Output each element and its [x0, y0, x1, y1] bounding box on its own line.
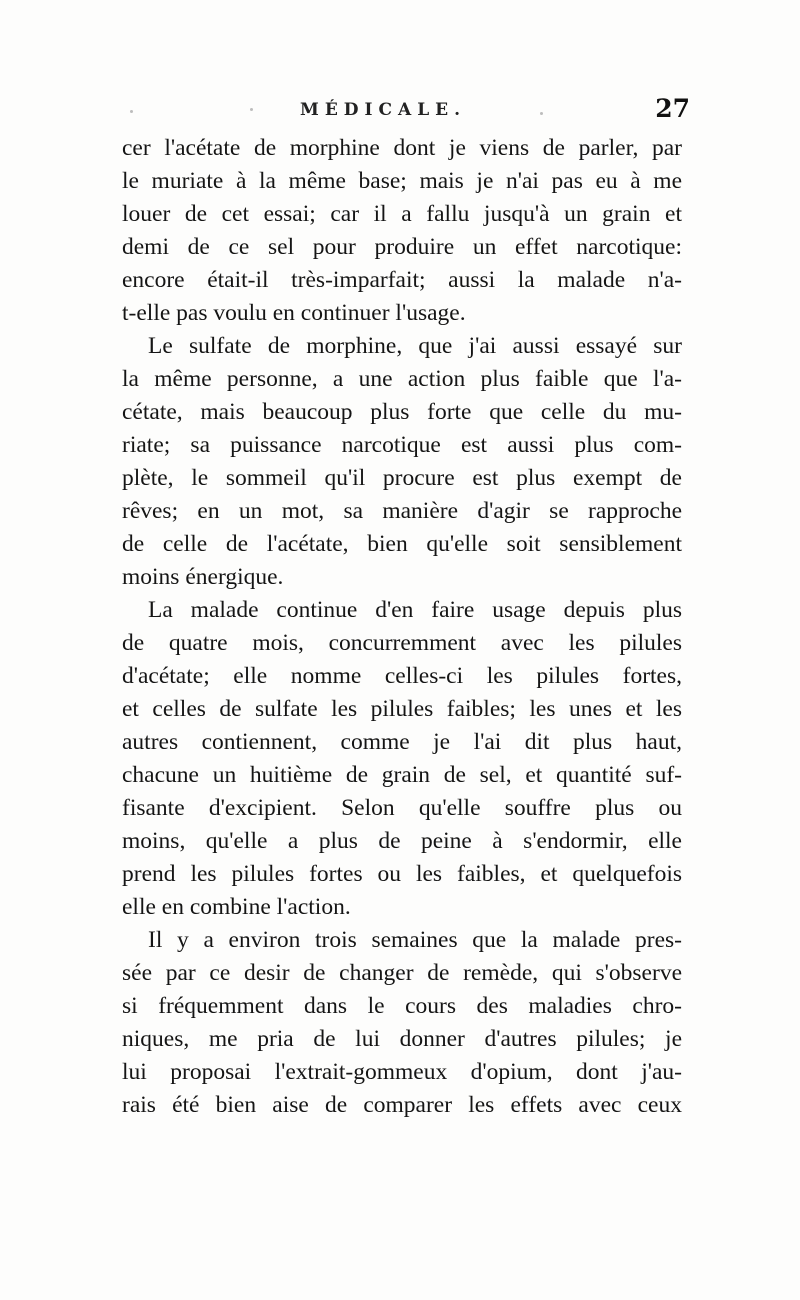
print-speck — [540, 112, 543, 115]
text-line: de celle de l'acétate, bien qu'elle soit sensiblement — [122, 531, 682, 557]
text-line: d'acétate; elle nomme celles-ci les pilules fortes, — [122, 663, 682, 689]
page-number: 27 — [655, 94, 690, 123]
running-head — [120, 94, 690, 128]
print-speck — [130, 110, 133, 113]
text-line: lui proposai l'extrait-gommeux d'opium, dont j'au- — [122, 1059, 682, 1085]
text-line: t-elle pas voulu en continuer l'usage. — [122, 300, 466, 326]
print-speck — [250, 108, 253, 111]
text-line: prend les pilules fortes ou les faibles, et quelquefois — [122, 861, 682, 887]
text-line: Il y a environ trois semaines que la malade pres- — [148, 927, 682, 953]
text-line: rais été bien aise de comparer les effets avec ceux — [122, 1092, 682, 1118]
text-line: fisante d'excipient. Selon qu'elle souffre plus ou — [122, 795, 682, 821]
text-line: cétate, mais beaucoup plus forte que celle du mu- — [122, 399, 682, 425]
paragraph — [122, 330, 682, 594]
text-line: sée par ce desir de changer de remède, qui s'observe — [122, 960, 682, 986]
text-line: cer l'acétate de morphine dont je viens de parler, par — [122, 135, 682, 161]
text-line: le muriate à la même base; mais je n'ai pas eu à me — [122, 168, 682, 194]
text-line: louer de cet essai; car il a fallu jusqu'à un grain et — [122, 201, 682, 227]
text-line: elle en combine l'action. — [122, 894, 351, 920]
text-line: Le sulfate de morphine, que j'ai aussi essayé sur — [148, 333, 682, 359]
text-line: autres contiennent, comme je l'ai dit plus haut, — [122, 729, 682, 755]
text-line: plète, le sommeil qu'il procure est plus exempt de — [122, 465, 682, 491]
text-line: riate; sa puissance narcotique est aussi plus com- — [122, 432, 682, 458]
paragraph — [122, 594, 682, 924]
text-line: chacune un huitième de grain de sel, et quantité suf- — [122, 762, 682, 788]
paragraph — [122, 132, 682, 330]
text-line: si fréquemment dans le cours des maladies chro- — [122, 993, 682, 1019]
body-text — [122, 132, 682, 1122]
running-title: MÉDICALE. — [300, 100, 467, 120]
text-line: La malade continue d'en faire usage depuis plus — [148, 597, 682, 623]
text-line: encore était-il très-imparfait; aussi la malade n'a- — [122, 267, 682, 293]
text-line: rêves; en un mot, sa manière d'agir se rapproche — [122, 498, 682, 524]
text-line: moins, qu'elle a plus de peine à s'endormir, elle — [122, 828, 682, 854]
text-line: la même personne, a une action plus faible que l'a- — [122, 366, 682, 392]
text-line: demi de ce sel pour produire un effet narcotique: — [122, 234, 682, 260]
text-line: niques, me pria de lui donner d'autres pilules; je — [122, 1026, 682, 1052]
text-line: et celles de sulfate les pilules faibles; les unes et les — [122, 696, 682, 722]
text-line: de quatre mois, concurremment avec les pilules — [122, 630, 682, 656]
text-line: moins énergique. — [122, 564, 284, 590]
paragraph — [122, 924, 682, 1122]
